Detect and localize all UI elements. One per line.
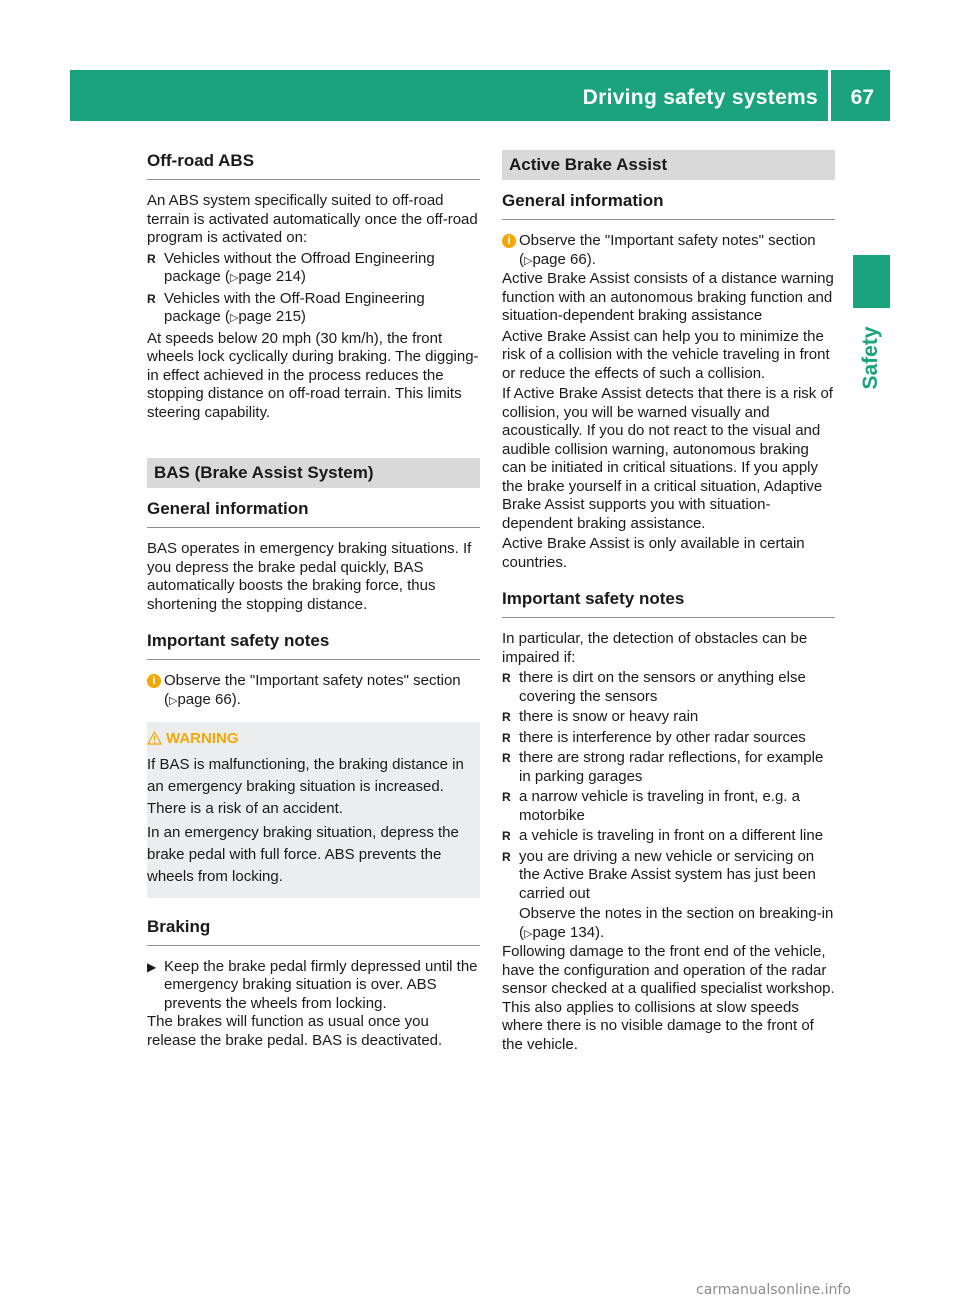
page-link[interactable]: page 66 [532,250,587,268]
warning-text: In an emergency braking situation, depress the brake pedal with full force. ABS prevents the wheels from locking. [147,823,459,885]
list-item: R there is snow or heavy rain [502,708,699,725]
abs-para: If Active Brake Assist detects that there is a risk of collision, you will be warned visually and acoustically. If you do not react to the visual and audible collision warning, autonomous braking can be initiated in critical situations. If you apply the brake yourself in a critical situation, Adaptive Brake Assist supports you with situation-dependent braking assistance. [502,385,833,532]
offroad-intro: An ABS system specifically suited to off-road terrain is activated automatically once the off-road program is activated on: [147,192,478,246]
page-number: 67 [850,86,874,109]
list-item: R a vehicle is traveling in front on a different line [502,827,824,844]
bullet-icon: R [502,710,511,724]
bullet-icon: R [502,829,511,843]
offroad-body: At speeds below 20 mph (30 km/h), the front wheels lock cyclically during braking. The digging-in effect achieved in the process reduces the stopping distance on off-road terrain. This limits steering capability. [147,329,479,421]
info-icon: i [502,234,516,248]
warning-icon [147,731,162,745]
braking-text: The brakes will function as usual once you release the brake pedal. BAS is deactivated. [147,1013,443,1049]
abs-para: Active Brake Assist is only available in certain countries. [502,535,805,571]
abs-para: Active Brake Assist consists of a distance warning function with an autonomous braking function and situation-dependent braking assistance [502,270,834,324]
list-item: R Vehicles with the Off-Road Engineering package (▷page 215) [147,289,425,325]
heading-offroad-abs: Off-road ABS [147,150,480,180]
bullet-icon: R [147,291,156,306]
chapter-title: Driving safety systems [582,86,818,109]
page-link[interactable]: page 66 [177,690,232,708]
info-icon: i [147,674,161,688]
info-note: i Observe the "Important safety notes" section (▷page 66). [502,232,835,270]
bullet-note: Observe the notes in the section on breaking-in (▷page 134). [519,905,834,941]
list-item: R Vehicles without the Offroad Engineering package (▷page 214) [147,249,435,285]
heading-important-safety-notes: Important safety notes [147,630,480,660]
bullet-icon: R [502,849,511,864]
page-link[interactable]: page 215 [238,308,301,325]
safety-intro: In particular, the detection of obstacles can be impaired if: [502,630,808,666]
side-tab-marker [853,255,890,308]
bullet-icon: R [502,730,511,745]
bullet-icon: R [502,790,511,804]
heading-general-information: General information [502,190,835,220]
page-link[interactable]: page 214 [238,268,301,285]
instruction-step: ▶ Keep the brake pedal firmly depressed until the emergency braking situation is over. ABS prevents the wheels from locking. [147,957,478,1012]
list-item: R you are driving a new vehicle or servicing on the Active Brake Assist system has just been carried out [502,847,816,902]
bullet-icon: R [502,751,511,765]
watermark: carmanualsonline.info [696,1282,851,1298]
list-item: R there are strong radar reflections, for example in parking garages [502,749,824,785]
header-bar [70,70,890,121]
left-column [147,150,480,1052]
list-item: R there is dirt on the sensors or anything else covering the sensors [502,669,806,705]
right-column [502,150,835,1056]
abs-para: Active Brake Assist can help you to minimize the risk of a collision with the vehicle traveling in front or reduce the effects of such a collision. [502,327,830,382]
bullet-icon: R [502,671,511,685]
warning-heading: WARNING [147,730,474,749]
warning-text: If BAS is malfunctioning, the braking distance in an emergency braking situation is increased. There is a risk of an accident. [147,755,464,817]
bas-general-text: BAS operates in emergency braking situations. If you depress the brake pedal quickly, BAS automatically boosts the braking force, thus shortening the stopping distance. [147,540,472,613]
arrow-icon: ▷ [229,312,239,324]
heading-important-safety-notes: Important safety notes [502,588,835,618]
header-divider [828,70,831,121]
arrow-icon: ▷ [229,272,239,284]
arrow-icon: ▷ [524,254,533,267]
step-arrow-icon: ▶ [147,959,157,974]
arrow-icon: ▷ [169,694,178,707]
heading-braking: Braking [147,916,480,946]
section-bas: BAS (Brake Assist System) [147,458,480,488]
page-link[interactable]: page 134 [532,923,596,941]
list-item: R a narrow vehicle is traveling in front, e.g. a motorbike [502,788,800,824]
list-item: R there is interference by other radar sources [502,728,806,746]
arrow-icon: ▷ [524,927,533,940]
section-active-brake-assist: Active Brake Assist [502,150,835,180]
bullet-icon: R [147,251,156,266]
info-note: i Observe the "Important safety notes" section (▷page 66). [147,672,480,710]
side-tab-label: Safety [859,326,882,390]
heading-general-information: General information [147,498,480,528]
warning-box [147,722,480,898]
closing-text: Following damage to the front end of the vehicle, have the configuration and operation of the radar sensor checked at a qualified specialist workshop. This also applies to collisions at slow speeds where there is no visible damage to the front of the vehicle. [502,943,835,1053]
